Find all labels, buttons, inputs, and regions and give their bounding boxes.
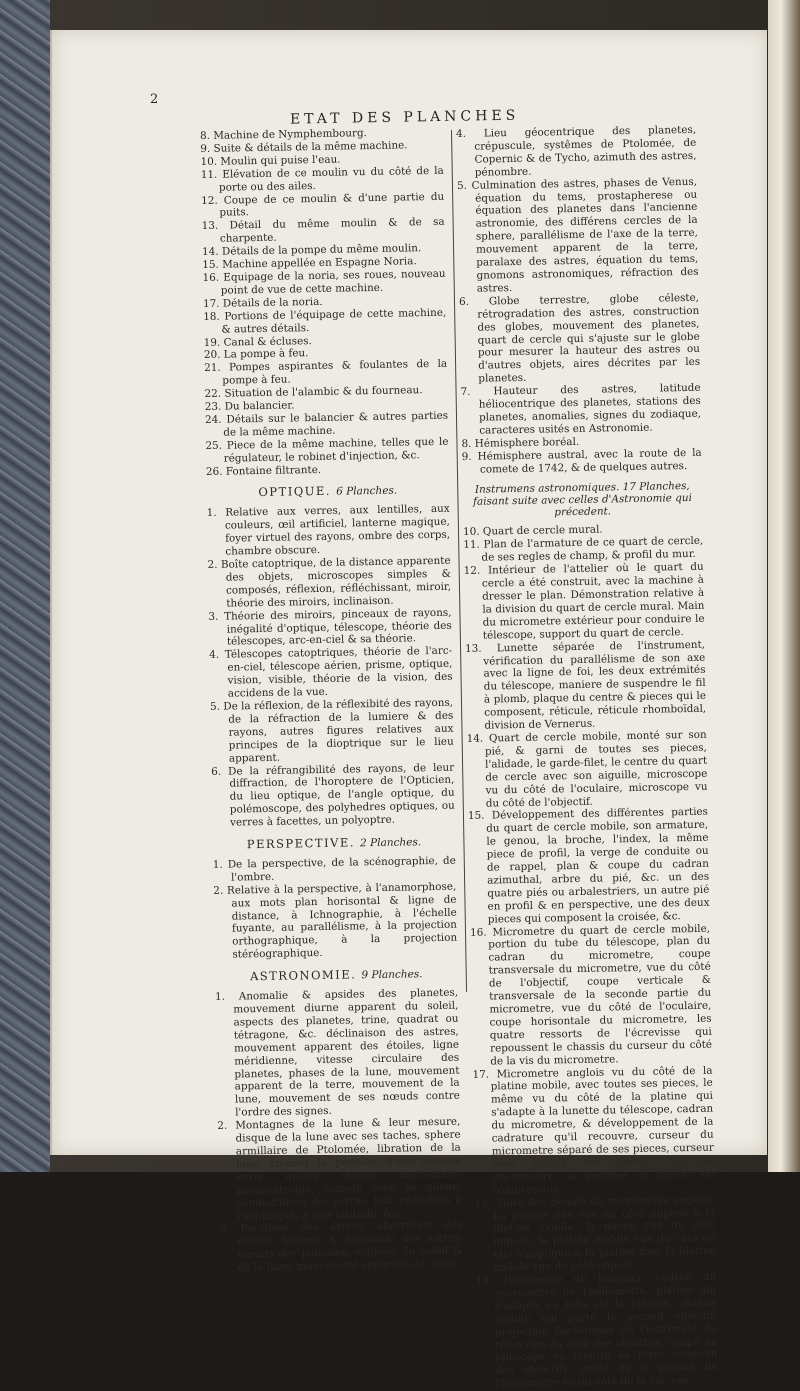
book-binding (0, 0, 50, 1172)
list-item: 16. Equipage de la noria, ses roues, nouveau point de vue de cette machine. (202, 267, 446, 297)
list-item: 11. Plan de l'armature de ce quart de cercle, de ses regles de champ, & profil du mur. (463, 535, 704, 564)
list-item: 17. Micrometre anglois vu du côté de la platine mobile, avec toutes ses pieces, le même vu du côté de la platine qui s'adapte à la lunette du télescope, cadran du micrometre, & développement de la cadrature qu'il recouvre, curseur du micrometre séparé de ses pieces, curseur avec toutes ses pieces, vis du micrometre, sa poignée, le ressort de compression. (472, 1064, 715, 1197)
list-item: 22. Situation de l'alambic & du fourneau. (204, 384, 423, 401)
plate-count: 2 Planches. (360, 836, 422, 850)
section-heading-perspective (212, 835, 455, 853)
list-item: 19. Héliometre de Bouguer, cadran du micrometre de l'héliometre, platine qui s'adapte au tube de la lunette, chassis mobile qui porte le second objectif, projection horisontale de l'extrémité du télescope du côté des objectifs, coupe du télescope ou lunette au foyer commun des objectifs, profil de la platine de l'héliometre vu du côté de la vis, vue (476, 1270, 718, 1390)
astronomie-continued-entries (456, 124, 702, 477)
list-item: 10. Quart de cercle mural. (462, 523, 603, 539)
list-item: 5. De la réflexion, de la réflexibité des rayons, de la réfraction de la lumiere & des rayons, autres figures relatives aux principes de la dioptrique sur le lieu apparent. (209, 696, 454, 765)
list-item: 10. Moulin qui puise l'eau. (200, 153, 341, 168)
list-item: 21. Pompes aspirantes & foulantes de la pompe à feu. (204, 358, 448, 387)
section-heading-astronomie (215, 967, 458, 985)
list-item: 3. Parallaxe des astres; aberration des étoiles, latitude & longitude des astres, nœuds des planetes, éclipses du soleil & de la lune, mouvement apparent du soleil. (219, 1218, 463, 1274)
list-item: 2. Montagnes de la lune & leur mesure, disque de la lune avec ses taches, sphere armillaire de Ptolomée, libration de la lune, trouver la position d'une comete entre quatre étoiles, mouvement paracentrique, comete avec sa queue, commutation des astres, leur réduction à l'écliptique, à leur latitude, &c. (217, 1115, 462, 1223)
list-item: 20. La pompe à feu. (203, 347, 309, 362)
list-item: 13. Lunette séparée de l'instrument, vérification du parallélisme de son axe avec la ligne de foi, les deux extrémités du télescope, maniere de suspendre le fil à plomb, plaque du centre & pieces qui le composent, réticule, réticule rhomboïdal, division de Vernerus. (464, 638, 707, 732)
list-item: 8. Machine de Nymphembourg. (200, 127, 368, 142)
list-item: 12. Coupe de ce moulin & d'une partie du puits. (201, 190, 445, 220)
list-item: 4. Lieu géocentrique des planetes, crépuscule, systêmes de Ptolomée, de Copernic & de Tycho, azimuth des astres, pénombre. (456, 123, 697, 179)
section-heading-optique (206, 483, 449, 501)
list-item: 15. Développement des différentes parties du quart de cercle mobile, son armature, le genou, la broche, l'index, la même piece de profil, la verge de conduite ou de rappel, plan & coupe du cadran azimuthal, arbre du pié, &c. un des quatre piés ou arbalestriers, un autre pié en profil & en perspective, une des deux pieces qui composent la croisée, &c. (467, 806, 710, 926)
list-item: 1. Relative aux verres, aux lentilles, aux couleurs, œil artificiel, lanterne magique, foyer virtuel des rayons, ombre des corps, chambre obscure. (206, 503, 451, 558)
list-item: 14. Détails de la pompe du même moulin. (202, 242, 422, 259)
list-item: 23. Du balancier. (204, 399, 295, 413)
page-number: 2 (150, 92, 159, 107)
list-item: 4. Télescopes catoptriques, théorie de l'arc-en-ciel, télescope aérien, prisme, optique, vision, visible, théorie de la vision, des accidens de la vue. (209, 645, 453, 700)
machine-entries (200, 126, 449, 479)
list-item: 13. Détail du même moulin & de sa charpente. (201, 216, 445, 245)
instrument-entries (463, 522, 718, 1391)
list-item: 24. Détails sur le balancier & autres parties de la même machine. (204, 409, 449, 439)
list-item: 6. Globe terrestre, globe céleste, rétrogradation des astres, construction des globes, mouvement des planetes, quart de cercle qui s'ajuste sur le globe pour mesurer la hauteur des astres ou d'autres objets, aires décrites par les planetes. (458, 291, 701, 385)
astronomie-entries (215, 987, 463, 1275)
list-item: 1. Anomalie & apsides des planetes, mouvement diurne apparent du soleil, aspects des planetes, trine, quadrat ou tétragone, &c. déclinaison des astres, mouvement apparent des étoiles, ligne méridienne, vitesse circulaire des planetes, phases de la lune, mouvement apparent de la terre, mouvement de la lune, mouvement de ses nœuds contre l'ordre des signes. (215, 986, 461, 1119)
section-title: PERSPECTIVE. (246, 835, 356, 852)
list-item: 26. Fontaine filtrante. (205, 463, 322, 478)
plate-count: 6 Planches. (336, 485, 398, 499)
section-title: OPTIQUE. (258, 484, 332, 500)
list-item: 25. Piece de la même machine, telles que le régulateur, le robinet d'injection, &c. (205, 435, 449, 465)
list-item: 5. Culmination des astres, phases de Venus, équation du tems, prostapherese ou équation des planetes dans l'ancienne astronomie, des différens cercles de la sphere, parallélisme de l'axe de la terre, mouvement apparent de la terre, paralaxe des astres, équation du tems, gnomons astronomiques, réfraction des astres. (456, 175, 699, 295)
plate-count: 9 Planches. (361, 968, 423, 982)
list-item: 6. De la réfrangibilité des rayons, de leur diffraction, de l'horoptere de l'Opticien, du lieu optique, de l'angle optique, du polémoscope, des polyhedres optiques, ou verres à facettes, un polyoptre. (211, 761, 455, 829)
list-item: 18. Portions de l'équipage de cette machine, & autres détails. (203, 306, 447, 336)
list-item: 8. Hémisphere boréal. (461, 435, 580, 450)
right-column (456, 124, 718, 1391)
list-item: 9. Hémisphere austral, avec la route de la comete de 1742, & de quelques autres. (461, 446, 702, 476)
list-item: 18. Suite des détails du micrometre anglois. La platine fixe vue du côté opposé à la platine mobile, la même vue du côté opposé, la platine mobile vue du côté où elle s'applique à la platine fixe, la platine mobile vue du côté opposé. (474, 1193, 716, 1274)
list-item: 19. Canal & écluses. (203, 334, 312, 349)
list-item: 14. Quart de cercle mobile, monté sur son pié, & garni de toutes ses pieces, l'alidade, le garde-filet, le centre du quart de cercle avec son aiguille, microscope vu du côté de l'oculaire, microscope vu du côté de l'objectif. (466, 728, 708, 810)
list-item: 11. Elévation de ce moulin vu du côté de la porte ou des ailes. (200, 164, 444, 194)
section-heading-instruments: Instrumens astronomiques. 17 Planches, faisant suite avec celles d'Astronomie qui précedent. (473, 480, 692, 519)
list-item: 1. De la perspective, de la scénographie, de l'ombre. (212, 854, 456, 884)
list-item: 16. Micrometre du quart de cercle mobile, portion du tube du télescope, plan du cadran du micrometre, coupe transversale du micrometre, vue du côté de l'objectif, coupe verticale & transversale de la seconde partie du micrometre, vue du côté de l'oculaire, coupe horisontale du micrometre, les quatre ressorts de l'écrevisse qui repoussent le chassis du curseur du côté de la vis du micrometre. (469, 922, 713, 1068)
list-item: 9. Suite & détails de la même machine. (200, 139, 408, 155)
list-item: 12. Intérieur de l'attelier où le quart du cercle a été construit, avec la machine à dresser le plan. Démonstration relative à la division du quart de cercle mural. Main du micrometre extérieur pour conduire le télescope, support du quart de cercle. (463, 560, 705, 642)
list-item: 2. Boîte catoptrique, de la distance apparente des objets, microscopes simples & composés, réflexion, réfléchissant, miroir, théorie des miroirs, inclinaison. (207, 554, 452, 610)
section-title: ASTRONOMIE. (249, 967, 357, 984)
running-title: ETAT DES PLANCHES (289, 107, 520, 128)
list-item: 3. Théorie des miroirs, pinceaux de rayons, inégalité d'optique, télescope, théorie des télescopes, arc-en-ciel & sa théorie. (208, 606, 452, 649)
left-column (200, 126, 463, 1275)
list-item: 2. Relative à la perspective, à l'anamorphose, aux mots plan horisontal & ligne de distance, à Ichnographie, à l'échelle fuyante, au parallélisme, à la projection orthographique, à la projection stéréographique. (213, 880, 458, 961)
list-item: 7. Hauteur des astres, latitude héliocentrique des planetes, stations des planetes, anomalies, signes du zodiaque, caracteres usités en Astronomie. (460, 381, 702, 437)
optique-entries (207, 503, 456, 830)
list-item: 15. Machine appellée en Espagne Noria. (202, 255, 417, 272)
list-item: 17. Détails de la noria. (202, 295, 323, 310)
page-edge (768, 0, 800, 1172)
perspective-entries (213, 855, 458, 962)
